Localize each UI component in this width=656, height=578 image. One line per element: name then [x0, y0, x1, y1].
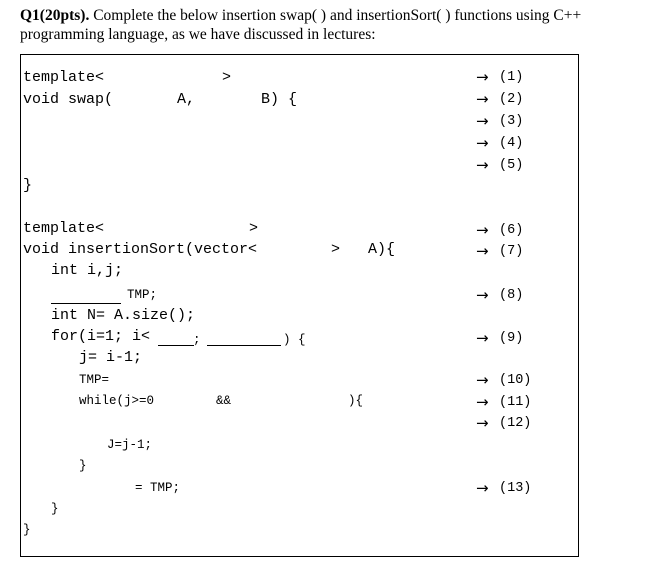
int-ij-line: int i,j; — [51, 262, 124, 279]
swap-close-brace: } — [23, 177, 33, 194]
arrow-icon: → — [476, 90, 489, 108]
marker-10: (10) — [499, 373, 532, 388]
blank-tmp-type — [51, 303, 121, 304]
arrow-icon: → — [476, 393, 489, 411]
sort-vector-close: > — [331, 241, 341, 258]
arrow-icon: → — [476, 242, 489, 260]
arrow-icon: → — [476, 156, 489, 174]
marker-4: (4) — [499, 136, 524, 151]
swap-param-b: B) { — [261, 91, 298, 108]
tmp-declaration: TMP; — [127, 288, 158, 302]
swap-signature: void swap( — [23, 91, 114, 108]
arrow-icon: → — [476, 414, 489, 432]
blank-for-cond — [158, 345, 194, 346]
j-assign-line: j= i-1; — [79, 349, 143, 366]
for-close-brace: } — [51, 502, 59, 516]
arrow-icon: → — [476, 221, 489, 239]
arrow-icon: → — [476, 286, 489, 304]
marker-7: (7) — [499, 244, 524, 259]
marker-3: (3) — [499, 114, 524, 129]
j-decrement-line: J=j-1; — [107, 438, 153, 452]
marker-6: (6) — [499, 223, 524, 238]
arrow-icon: → — [476, 479, 489, 497]
blank-for-incr — [207, 345, 281, 346]
arrow-icon: → — [476, 134, 489, 152]
arrow-icon: → — [476, 371, 489, 389]
code-box — [20, 54, 579, 557]
for-semicolon: ; — [193, 333, 201, 347]
while-close-brace: } — [79, 459, 87, 473]
question-label: Q1(20pts). — [20, 7, 90, 24]
marker-1: (1) — [499, 70, 524, 85]
marker-11: (11) — [499, 395, 532, 410]
marker-5: (5) — [499, 158, 524, 173]
arrow-icon: → — [476, 112, 489, 130]
template-close-2: > — [249, 220, 259, 237]
marker-13: (13) — [499, 481, 532, 496]
sort-param-a: A){ — [368, 241, 396, 258]
marker-8: (8) — [499, 288, 524, 303]
tmp-assign-line: TMP= — [79, 373, 110, 387]
template-close-1: > — [222, 69, 232, 86]
while-and: && — [216, 394, 232, 408]
arrow-icon: → — [476, 329, 489, 347]
question-body: Complete the below insertion swap( ) and insertionSort( ) functions using C++ programming language, as we have discussed in lectures: — [20, 7, 582, 43]
sort-signature: void insertionSort(vector< — [23, 241, 258, 258]
size-line: int N= A.size(); — [51, 307, 196, 324]
marker-9: (9) — [499, 331, 524, 346]
arrow-icon: → — [476, 68, 489, 86]
sort-close-brace: } — [23, 523, 31, 537]
for-tail: ) { — [283, 333, 306, 347]
template-keyword-2: template< — [23, 220, 105, 237]
template-keyword-1: template< — [23, 69, 105, 86]
marker-2: (2) — [499, 92, 524, 107]
marker-12: (12) — [499, 416, 532, 431]
assign-tmp-line: = TMP; — [135, 481, 181, 495]
while-tail: ){ — [348, 394, 364, 408]
swap-param-a: A, — [177, 91, 196, 108]
for-head: for(i=1; i< — [51, 328, 151, 345]
while-head: while(j>=0 — [79, 394, 155, 408]
question-text — [20, 6, 640, 44]
